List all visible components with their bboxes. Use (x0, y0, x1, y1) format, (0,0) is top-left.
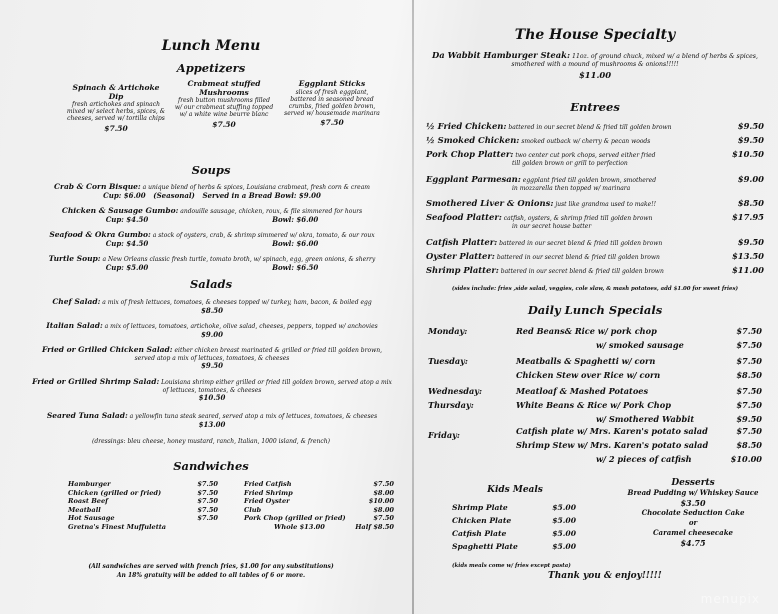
special-item: Chicken Stew over Rice w/ corn (516, 370, 661, 380)
page-fold (412, 0, 414, 614)
special-price: $8.50 (736, 440, 762, 450)
desserts (618, 478, 768, 548)
entree-name: ½ Smoked Chicken: (426, 135, 520, 145)
entree-name: Oyster Platter: (426, 251, 495, 261)
sandwich-item (244, 489, 394, 498)
house-specialty-page (420, 0, 770, 614)
entree-price: $9.50 (737, 121, 764, 131)
entree-price: $13.50 (731, 251, 764, 261)
soup-cup: Cup: $6.00 (103, 190, 146, 200)
specialty-item (420, 51, 770, 79)
soup-bowl: Served in a Bread Bowl: $9.00 (202, 190, 321, 200)
entree-desc: two center cut pork chops, served either fried (515, 152, 656, 159)
special-item: White Beans & Rice w/ Pork Chop (516, 400, 671, 410)
salad-price: $13.00 (198, 419, 226, 429)
sandwich-price: $8.00 (373, 488, 394, 497)
sandwich-item (68, 506, 218, 515)
appetizer-price: $7.50 (320, 118, 344, 128)
entree-desc: eggplant fried till golden brown, smothered (522, 177, 657, 184)
sandwich-name: Fried Shrimp (244, 488, 293, 497)
soups-heading: Soups (191, 163, 231, 177)
sandwich-list-2 (244, 480, 394, 532)
kids-meal-name: Chicken Plate (452, 516, 512, 525)
day-label: Monday: (428, 326, 468, 336)
special-price: $7.50 (736, 340, 762, 350)
sandwich-list-1 (68, 480, 218, 532)
special-price: $7.50 (736, 326, 762, 336)
appetizer-desc: slices of fresh eggplant, battered in seasoned bread crumbs, fried golden brown, served w/ housemade marinara (284, 88, 380, 118)
special-price: $7.50 (736, 400, 762, 410)
kids-meal-price: $5.00 (552, 516, 576, 525)
entree-item (426, 252, 764, 262)
entree-name: Seafood Platter: (426, 212, 502, 222)
entree-price: $10.50 (731, 149, 764, 159)
entree-item (426, 266, 764, 276)
special-item: Shrimp Stew w/ Mrs. Karen's potato salad (516, 440, 709, 450)
entree-price: $11.00 (731, 265, 764, 275)
salads-heading: Salads (189, 277, 233, 291)
sandwich-item (244, 514, 394, 523)
sandwich-note: (All sandwiches are served with french fries, $1.00 for any substitutions) (88, 563, 334, 570)
entree-desc: battered in our secret blend & fried till golden brown (500, 268, 664, 275)
sandwich-price: $7.50 (373, 514, 394, 523)
salad-desc: a mix of fresh lettuces, tomatoes, & cheeses topped w/ turkey, ham, bacon, & boiled egg (102, 299, 372, 306)
soup-item (32, 207, 392, 224)
kids-meal-item (452, 514, 576, 527)
kids-meal-price: $5.00 (552, 529, 576, 538)
entree-price: $8.50 (737, 198, 764, 208)
kids-meal-item (452, 501, 576, 514)
salad-price: $9.50 (201, 361, 223, 371)
sandwich-price: $10.00 (368, 497, 394, 506)
salad-name: Chef Salad: (52, 297, 101, 306)
sandwich-name: Fried Catfish (244, 480, 292, 488)
specialty-price: $11.00 (578, 70, 612, 80)
dessert-price: $4.75 (680, 538, 706, 548)
entree-name: ½ Fried Chicken: (426, 121, 507, 131)
sandwich-price: $7.50 (373, 480, 394, 488)
entree-desc: catfish, oysters, & shrimp fried till golden brown (503, 215, 653, 222)
entree-subdesc: in our secret house batter (512, 223, 592, 230)
special-price: $7.50 (736, 356, 762, 366)
soup-cup: Cup: $4.50 (105, 238, 149, 248)
salad-name: Fried or Grilled Shrimp Salad: (32, 377, 160, 386)
specialty-desc: 11oz. of ground chuck, mixed w/ a blend of herbs & spices, smothered with a mound of mushrooms & onions!!!!! (511, 53, 758, 68)
appetizer-name: Crabmeat stuffed Mushrooms (187, 79, 261, 97)
salad-item (32, 378, 392, 402)
day-label: Thursday: (428, 400, 474, 410)
entree-item (426, 136, 764, 146)
specialty-name: Da Wabbit Hamburger Steak: (432, 50, 571, 60)
kids-meal-name: Catfish Plate (452, 529, 507, 538)
entree-desc: smoked outback w/ cherry & pecan woods (521, 138, 651, 145)
entree-name: Catfish Platter: (426, 237, 498, 247)
entree-price: $9.00 (737, 174, 764, 184)
dessert-item: Bread Pudding w/ Whiskey Sauce (627, 488, 759, 497)
entree-price: $9.50 (737, 237, 764, 247)
entree-name: Smothered Liver & Onions: (426, 198, 554, 208)
sandwich-price: $7.50 (197, 488, 218, 497)
special-price: $10.00 (730, 454, 762, 464)
sandwich-name: Meatball (68, 505, 101, 514)
sandwich-name: Club (244, 505, 262, 514)
special-price: $9.50 (736, 414, 762, 424)
sandwich-price: $7.50 (197, 480, 218, 488)
appetizer-item (282, 80, 382, 127)
special-item: Catfish plate w/ Mrs. Karen's potato salad (516, 426, 708, 436)
entree-name: Eggplant Parmesan: (426, 174, 521, 184)
sandwich-name: Hot Sausage (68, 514, 115, 523)
kids-note: (kids meals come w/ fries except pasta) (452, 563, 571, 569)
entree-item (426, 150, 764, 168)
entree-item (426, 175, 764, 193)
day-label: Tuesday: (428, 356, 468, 366)
day-label: Friday: (428, 430, 460, 440)
special-price: $7.50 (736, 426, 762, 436)
sandwich-item (68, 489, 218, 498)
kids-meal-item (452, 527, 576, 540)
gratuity-note: An 18% gratuity will be added to all tables of 6 or more. (116, 572, 306, 579)
dessert-or: or (688, 518, 698, 527)
entree-desc: battered in our secret blend & fried till golden brown (496, 254, 660, 261)
salad-desc: a mix of lettuces, tomatoes, artichoke, olive salad, cheeses, peppers, topped w/ anchovies (104, 323, 378, 330)
soup-item (32, 255, 392, 272)
special-item: w/ Smothered Wabbit (596, 414, 695, 424)
kids-meals-list (452, 501, 576, 553)
lunch-menu-page (22, 0, 400, 614)
lunch-menu-title: Lunch Menu (161, 38, 261, 54)
kids-meals-heading: Kids Meals (487, 485, 543, 495)
muffuletta-half: Half $8.50 (355, 522, 394, 531)
special-item: Red Beans& Rice w/ pork chop (516, 326, 657, 336)
sandwich-price: $7.50 (197, 505, 218, 514)
kids-meal-item (452, 540, 576, 553)
entree-item (426, 122, 764, 132)
appetizer-item (66, 84, 166, 132)
sandwiches-heading: Sandwiches (173, 459, 249, 473)
daily-specials (428, 326, 762, 466)
salad-item (32, 298, 392, 314)
sandwich-item (68, 523, 218, 532)
dessert-price: $3.50 (680, 498, 706, 508)
sandwich-name: Fried Oyster (244, 497, 290, 506)
soup-name: Crab & Corn Bisque: (54, 182, 141, 191)
kids-meal-price: $5.00 (552, 542, 576, 551)
muffuletta-prices (244, 523, 394, 532)
soup-bowl: Bowl: $6.00 (272, 214, 319, 224)
sandwich-item (68, 514, 218, 523)
salad-item (32, 346, 392, 370)
soup-cup: Cup: $4.50 (105, 214, 149, 224)
salad-price: $8.50 (201, 305, 223, 315)
entree-name: Shrimp Platter: (426, 265, 499, 275)
soup-name: Turtle Soup: (48, 254, 101, 263)
sandwich-item (68, 497, 218, 506)
sandwich-item (244, 497, 394, 506)
entree-price: $17.95 (731, 212, 764, 222)
soup-cup: Cup: $5.00 (105, 262, 149, 272)
entree-subdesc: till golden brown or grill to perfection (512, 160, 628, 167)
sandwich-name: Pork Chop (grilled or fried) (244, 514, 346, 523)
soup-desc: andouille sausage, chicken, roux, & file simmered for hours (180, 208, 363, 215)
soup-desc: a stock of oysters, crab, & shrimp simmered w/ okra, tomato, & our roux (152, 232, 375, 239)
entree-item (426, 199, 764, 209)
house-specialty-title: The House Specialty (514, 27, 676, 43)
entree-desc: just like grandma used to make!! (555, 201, 657, 208)
entree-name: Pork Chop Platter: (426, 149, 514, 159)
sandwich-item (244, 480, 394, 489)
salad-desc: either chicken breast marinated & grilled or fried till golden brown, served atop a mix of lettuces, tomatoes, & cheeses (134, 347, 383, 362)
sandwich-name: Hamburger (68, 480, 111, 488)
special-item: w/ 2 pieces of catfish (596, 454, 692, 464)
soup-item (32, 183, 392, 200)
entree-subdesc: in mozzarella then topped w/ marinara (512, 185, 631, 192)
dessert-item: Chocolate Seduction Cake (641, 508, 745, 517)
muffuletta-whole: Whole $13.00 (274, 522, 325, 531)
watermark-logo: menupix (700, 592, 760, 606)
soup-season: (Seasonal) (153, 190, 195, 200)
special-price: $8.50 (736, 370, 762, 380)
appetizer-desc: fresh artichokes and spinach mixed w/ select herbs, spices, & cheeses, served w/ tortilla chips (66, 101, 166, 123)
entree-price: $9.50 (737, 135, 764, 145)
soup-name: Seafood & Okra Gumbo: (49, 230, 151, 239)
special-item: w/ smoked sausage (596, 340, 684, 350)
dressings-note: (dressings: bleu cheese, honey mustard, ranch, Italian, 1000 island, & french) (92, 438, 330, 445)
salad-price: $10.50 (198, 393, 226, 403)
soup-desc: a unique blend of herbs & spices, Louisiana crabmeat, fresh corn & cream (142, 184, 370, 191)
salad-name: Italian Salad: (46, 321, 103, 330)
soup-bowl: Bowl: $6.00 (272, 238, 319, 248)
appetizers-heading: Appetizers (176, 61, 246, 75)
special-item: Meatballs & Spaghetti w/ corn (516, 356, 656, 366)
thank-you-note: Thank you & enjoy!!!!! (548, 571, 662, 581)
sandwich-price: $7.50 (197, 514, 218, 523)
salad-name: Seared Tuna Salad: (46, 411, 128, 420)
entrees-heading: Entrees (570, 100, 620, 114)
kids-meal-name: Spaghetti Plate (452, 542, 518, 551)
sandwich-item (244, 506, 394, 515)
appetizer-name: Spinach & Artichoke Dip (72, 83, 160, 101)
special-item: Meatloaf & Mashed Potatoes (516, 386, 649, 396)
sandwich-price: $8.00 (373, 505, 394, 514)
appetizer-price: $7.50 (212, 119, 236, 129)
salad-price: $9.00 (201, 329, 223, 339)
appetizer-name: Eggplant Sticks (298, 79, 366, 88)
soup-name: Chicken & Sausage Gumbo: (61, 206, 179, 215)
entree-item (426, 213, 764, 231)
kids-meal-name: Shrimp Plate (452, 503, 508, 512)
sides-note: (sides include: fries ,side salad, veggies, cole slaw, & mash potatoes, add $1.00 for sweet fries) (451, 286, 739, 292)
entree-item (426, 238, 764, 248)
appetizer-desc: fresh button mushrooms filled w/ our crabmeat stuffing topped w/ a white wine beurre blanc (174, 97, 274, 119)
sandwich-item (68, 480, 218, 489)
sandwich-name: Chicken (grilled or fried) (68, 488, 162, 497)
desserts-heading: Desserts (671, 478, 715, 488)
salad-desc: Louisiana shrimp either grilled or fried till golden brown, served atop a mix of lettuces, tomatoes, & cheeses (161, 379, 392, 394)
sandwich-name: Gretna's Finest Muffuletta (68, 522, 167, 531)
salad-desc: a yellowfin tuna steak seared, served atop a mix of lettuces, tomatoes, & cheeses (129, 413, 378, 420)
soup-bowl: Bowl: $6.50 (272, 262, 319, 272)
soup-item (32, 231, 392, 248)
entree-desc: battered in our secret blend & fried till golden brown (508, 124, 672, 131)
daily-specials-heading: Daily Lunch Specials (527, 303, 663, 317)
soup-desc: a New Orleans classic fresh turtle, tomato broth, w/ spinach, egg, green onions, & sherry (102, 256, 376, 263)
special-price: $7.50 (736, 386, 762, 396)
dessert-item: Caramel cheesecake (652, 528, 734, 537)
appetizer-item (174, 80, 274, 128)
salad-item (32, 322, 392, 338)
sandwich-price: $7.50 (197, 497, 218, 506)
appetizer-price: $7.50 (104, 123, 128, 133)
salad-name: Fried or Grilled Chicken Salad: (41, 345, 173, 354)
salad-item (32, 412, 392, 428)
kids-meal-price: $5.00 (552, 503, 576, 512)
sandwich-name: Roast Beef (68, 497, 109, 506)
day-label: Wednesday: (428, 386, 483, 396)
entree-desc: battered in our secret blend & fried till golden brown (499, 240, 663, 247)
